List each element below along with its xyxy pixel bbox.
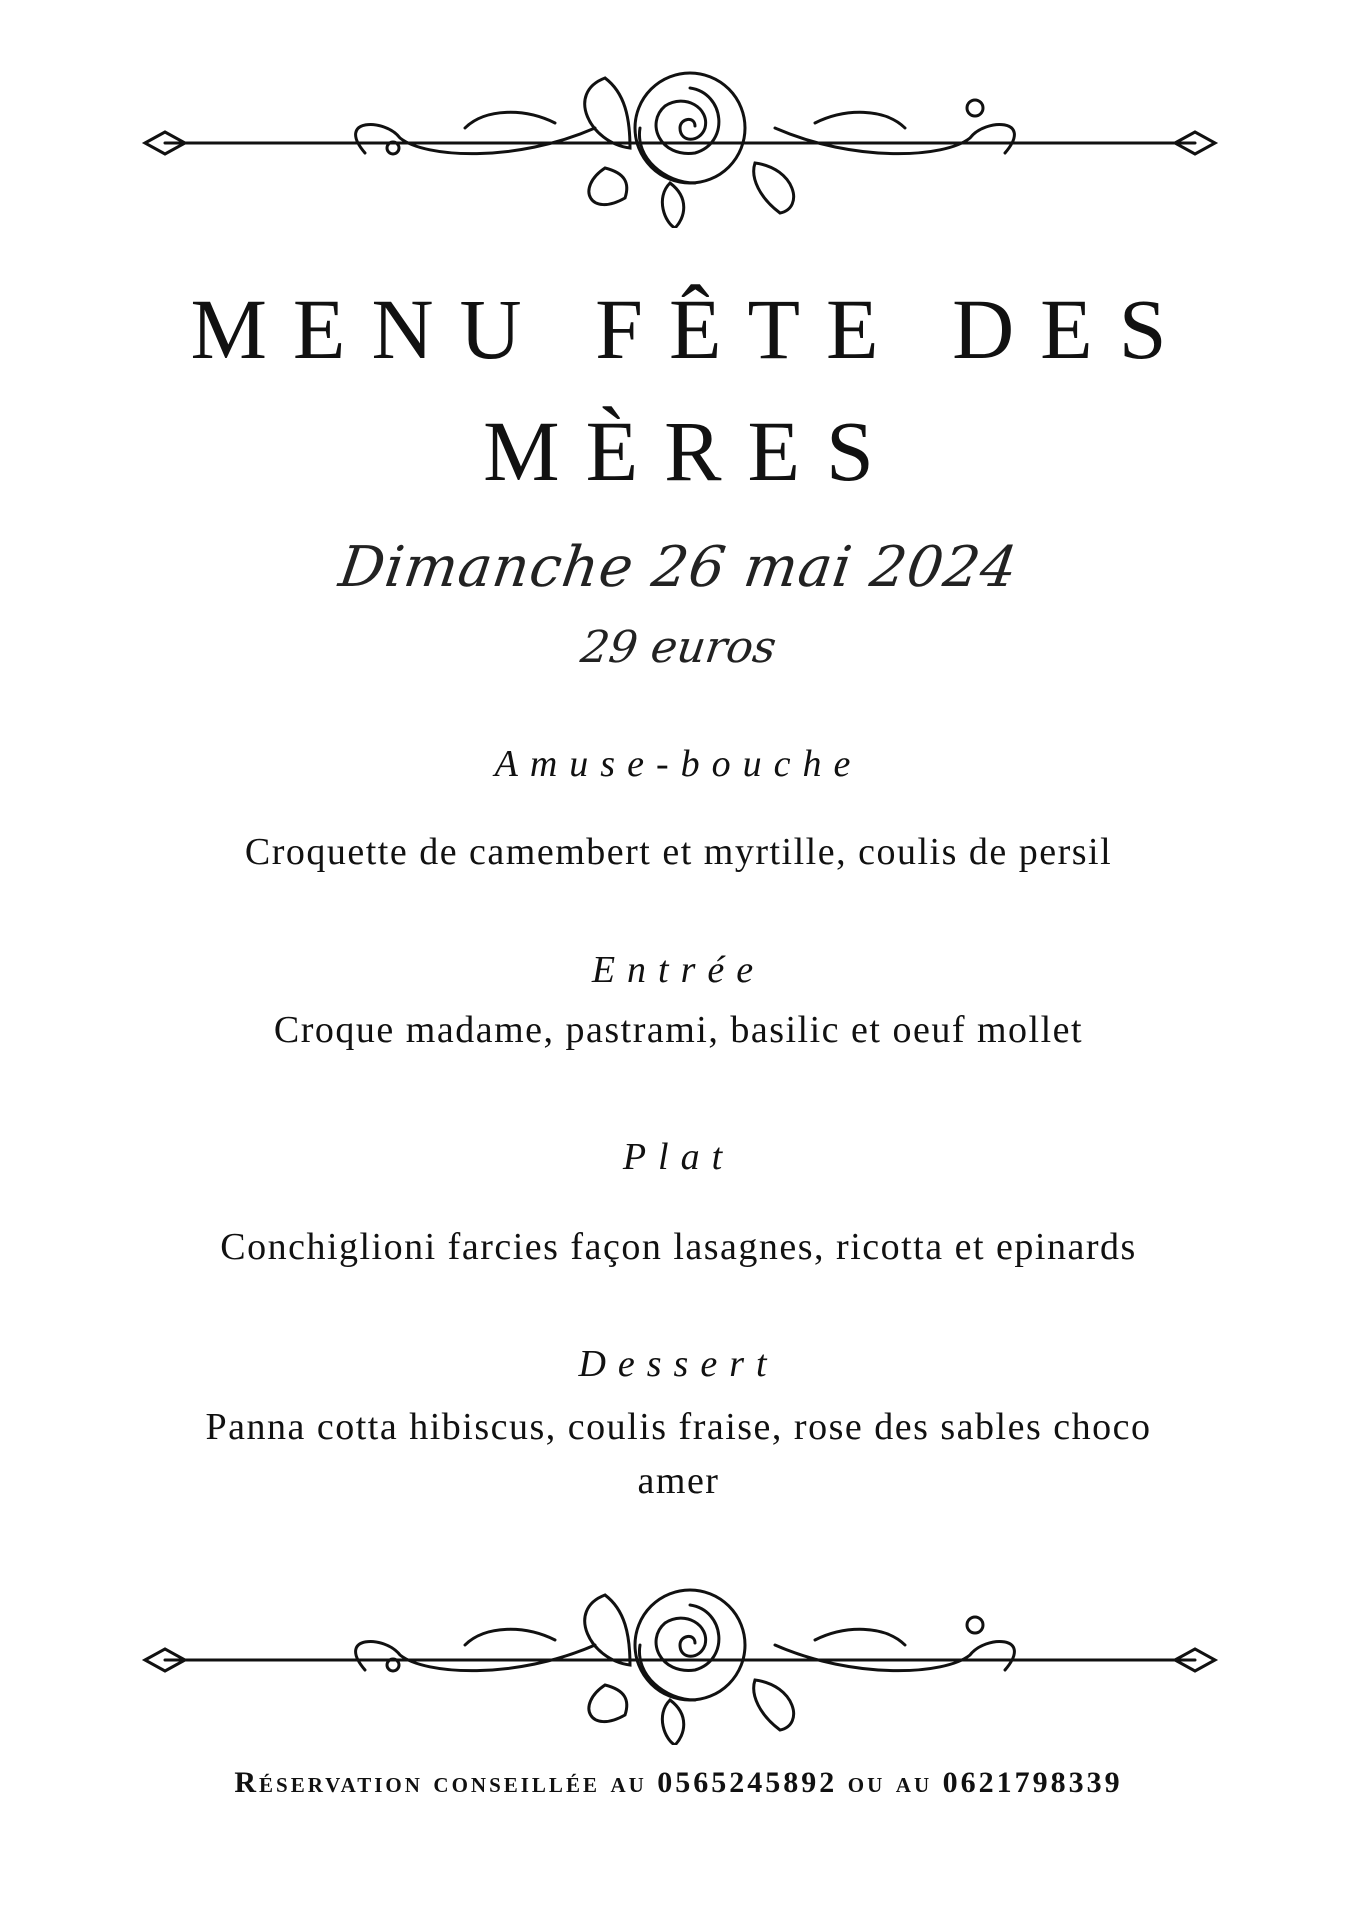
page-title <box>0 268 1357 512</box>
course-dish-dessert: Panna cotta hibiscus, coulis fraise, rose des sables choco amer <box>205 1406 1152 1502</box>
course-heading-dessert: Dessert <box>578 1343 779 1385</box>
course-dish-amuse-bouche: Croquette de camembert et myrtille, coulis de persil <box>244 831 1113 873</box>
reservation-footer: Réservation conseillée au 0565245892 ou au 0621798339 <box>234 1766 1123 1799</box>
title-line-1: MENU FÊTE DES <box>190 281 1193 377</box>
course-heading-entree: Entrée <box>591 949 766 991</box>
course-dish-entree: Croque madame, pastrami, basilic et oeuf mollet <box>273 1009 1084 1051</box>
title-line-2: MÈRES <box>483 403 900 499</box>
course-heading-plat: Plat <box>622 1136 735 1178</box>
event-date: Dimanche 26 mai 2024 <box>335 535 1022 600</box>
rose-ornament-icon <box>135 1565 1235 1745</box>
course-heading-amuse-bouche: Amuse-bouche <box>494 743 863 785</box>
menu-price: 29 euros <box>577 622 780 673</box>
rose-ornament-icon <box>135 48 1235 228</box>
course-dish-plat: Conchiglioni farcies façon lasagnes, ricotta et epinards <box>220 1226 1137 1268</box>
